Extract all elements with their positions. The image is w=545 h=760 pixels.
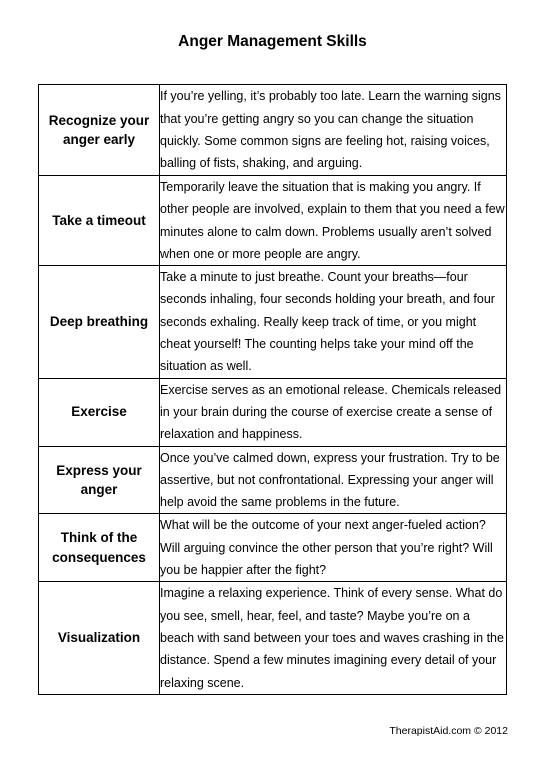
skill-name: Recognize your anger early: [39, 85, 160, 176]
page-title: Anger Management Skills: [178, 33, 367, 50]
copyright-footer: TherapistAid.com © 2012: [389, 725, 508, 737]
table-row: [39, 582, 507, 694]
skill-name: Express your anger: [39, 446, 160, 514]
skills-table: [38, 84, 507, 695]
table-row: [39, 266, 507, 378]
skill-name: Think of the consequences: [39, 514, 160, 582]
skill-description: If you’re yelling, it’s probably too late. Learn the warning signs that you’re getting angry so you can change the situation quickly. Some common signs are feeling hot, raising voices, balling of fists, shaking, and arguing.: [160, 85, 507, 176]
skill-description: Imagine a relaxing experience. Think of every sense. What do you see, smell, hear, feel, and taste? Maybe you’re on a beach with sand between your toes and waves crashing in the distance. Spend a few minutes imagining every detail of your relaxing scene.: [160, 582, 507, 694]
skill-name: Exercise: [39, 378, 160, 446]
skill-description: Exercise serves as an emotional release. Chemicals released in your brain during the course of exercise create a sense of relaxation and happiness.: [160, 378, 507, 446]
skill-name: Take a timeout: [39, 176, 160, 266]
skill-description: Take a minute to just breathe. Count your breaths—four seconds inhaling, four seconds holding your breath, and four seconds exhaling. Really keep track of time, or you might cheat yourself! The counting helps take your mind off the situation as well.: [160, 266, 507, 378]
table-row: [39, 446, 507, 514]
skill-description: Once you’ve calmed down, express your frustration. Try to be assertive, but not confrontational. Expressing your anger will help avoid the same problems in the future.: [160, 446, 507, 514]
table-row: [39, 176, 507, 266]
skill-name: Deep breathing: [39, 266, 160, 378]
table-row: [39, 514, 507, 582]
table-row: [39, 378, 507, 446]
skill-description: What will be the outcome of your next anger-fueled action? Will arguing convince the other person that you’re right? Will you be happier after the fight?: [160, 514, 507, 582]
skill-name: Visualization: [39, 582, 160, 694]
skill-description: Temporarily leave the situation that is making you angry. If other people are involved, explain to them that you need a few minutes alone to calm down. Problems usually aren’t solved when one or more people are angry.: [160, 176, 507, 266]
skills-table-body: [39, 85, 507, 695]
table-row: [39, 85, 507, 176]
